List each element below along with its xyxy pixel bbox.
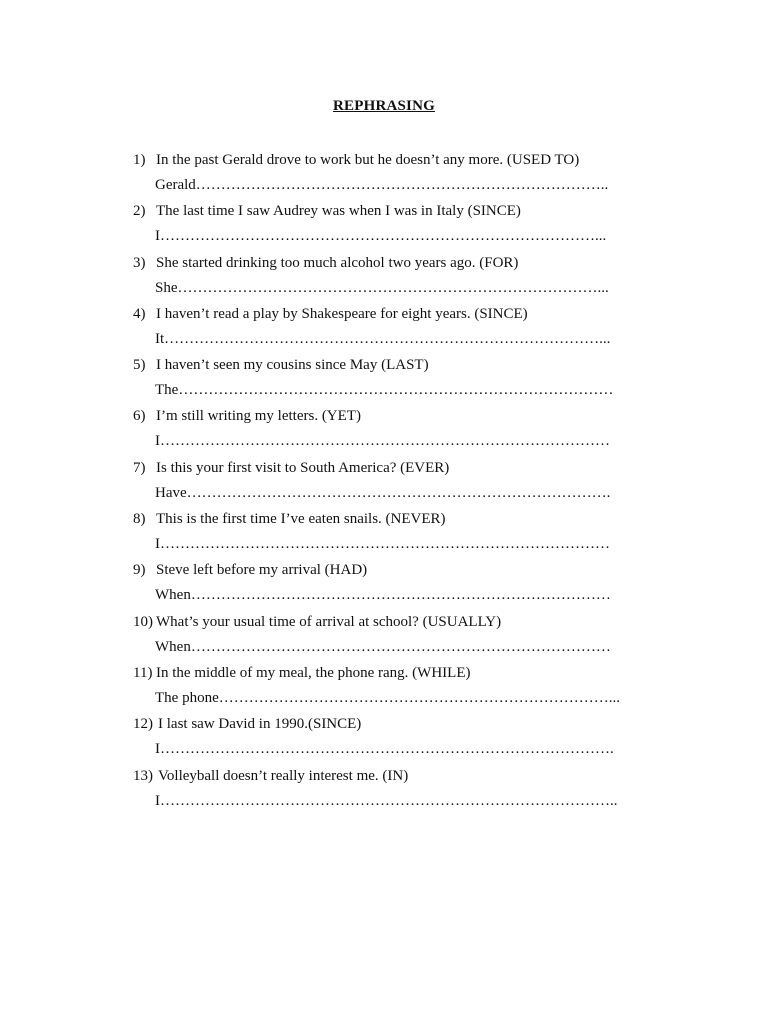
question-text: Is this your first visit to South America? (EVER) (156, 459, 450, 476)
question-text: Steve left before my arrival (HAD) (156, 562, 368, 579)
page-title: REPHRASING (332, 98, 435, 114)
list-item (0, 405, 768, 456)
list-item (0, 252, 768, 303)
item-number: 5) (133, 357, 146, 374)
item-number: 3) (133, 254, 146, 271)
list-item (0, 611, 768, 662)
item-number: 6) (133, 408, 146, 425)
answer-line: I……………………………………………………………………………… (155, 536, 610, 553)
answer-line: It……………………………………………………………………………... (155, 330, 611, 347)
question-text: The last time I saw Audrey was when I was in Italy (SINCE) (156, 203, 521, 220)
list-item (0, 508, 768, 559)
list-item (0, 354, 768, 405)
answer-line: I……………………………………………………………………………... (155, 228, 607, 245)
item-number: 1) (133, 152, 146, 168)
item-number: 2) (133, 203, 146, 220)
question-text: I haven’t read a play by Shakespeare for eight years. (SINCE) (156, 305, 528, 322)
exercise-list (0, 149, 768, 816)
question-text: I’m still writing my letters. (YET) (156, 408, 361, 425)
item-number: 9) (133, 562, 146, 579)
answer-line: Gerald……………………………………………………………………….. (155, 177, 609, 193)
question-text: In the past Gerald drove to work but he doesn’t any more. (USED TO) (156, 152, 580, 168)
question-text: I haven’t seen my cousins since May (LAST) (156, 357, 429, 374)
answer-line: I……………………………………………………………………………… (155, 433, 610, 450)
item-number: 11) (133, 664, 153, 681)
list-item (0, 559, 768, 610)
answer-line: When………………………………………………………………………… (155, 587, 611, 604)
list-item (0, 200, 768, 251)
answer-line: When………………………………………………………………………… (155, 638, 611, 655)
question-text: This is the first time I’ve eaten snails. (NEVER) (156, 511, 446, 528)
answer-line: She…………………………………………………………………………... (155, 279, 609, 296)
item-number: 4) (133, 305, 146, 322)
item-number: 10) (133, 613, 153, 630)
question-text: Volleyball doesn’t really interest me. (IN) (158, 767, 409, 784)
list-item (0, 713, 768, 764)
item-number: 7) (133, 459, 146, 476)
answer-line: Have…………………………………………………………………………. (155, 484, 611, 501)
item-number: 8) (133, 511, 146, 528)
item-number: 12) (133, 716, 153, 733)
answer-line: I………………………………………………………………………………. (155, 741, 614, 758)
answer-line: The phone……………………………………………………………………... (155, 689, 620, 706)
list-item (0, 149, 768, 200)
list-item (0, 765, 768, 816)
list-item (0, 303, 768, 354)
question-text: In the middle of my meal, the phone rang. (WHILE) (156, 664, 471, 681)
answer-line: I……………………………………………………………………………….. (155, 792, 618, 809)
list-item (0, 662, 768, 713)
question-text: She started drinking too much alcohol two years ago. (FOR) (156, 254, 519, 271)
answer-line: The…………………………………………………………………………… (155, 382, 614, 399)
question-text: I last saw David in 1990.(SINCE) (158, 716, 362, 733)
question-text: What’s your usual time of arrival at school? (USUALLY) (156, 613, 502, 630)
item-number: 13) (133, 767, 153, 784)
list-item (0, 457, 768, 508)
